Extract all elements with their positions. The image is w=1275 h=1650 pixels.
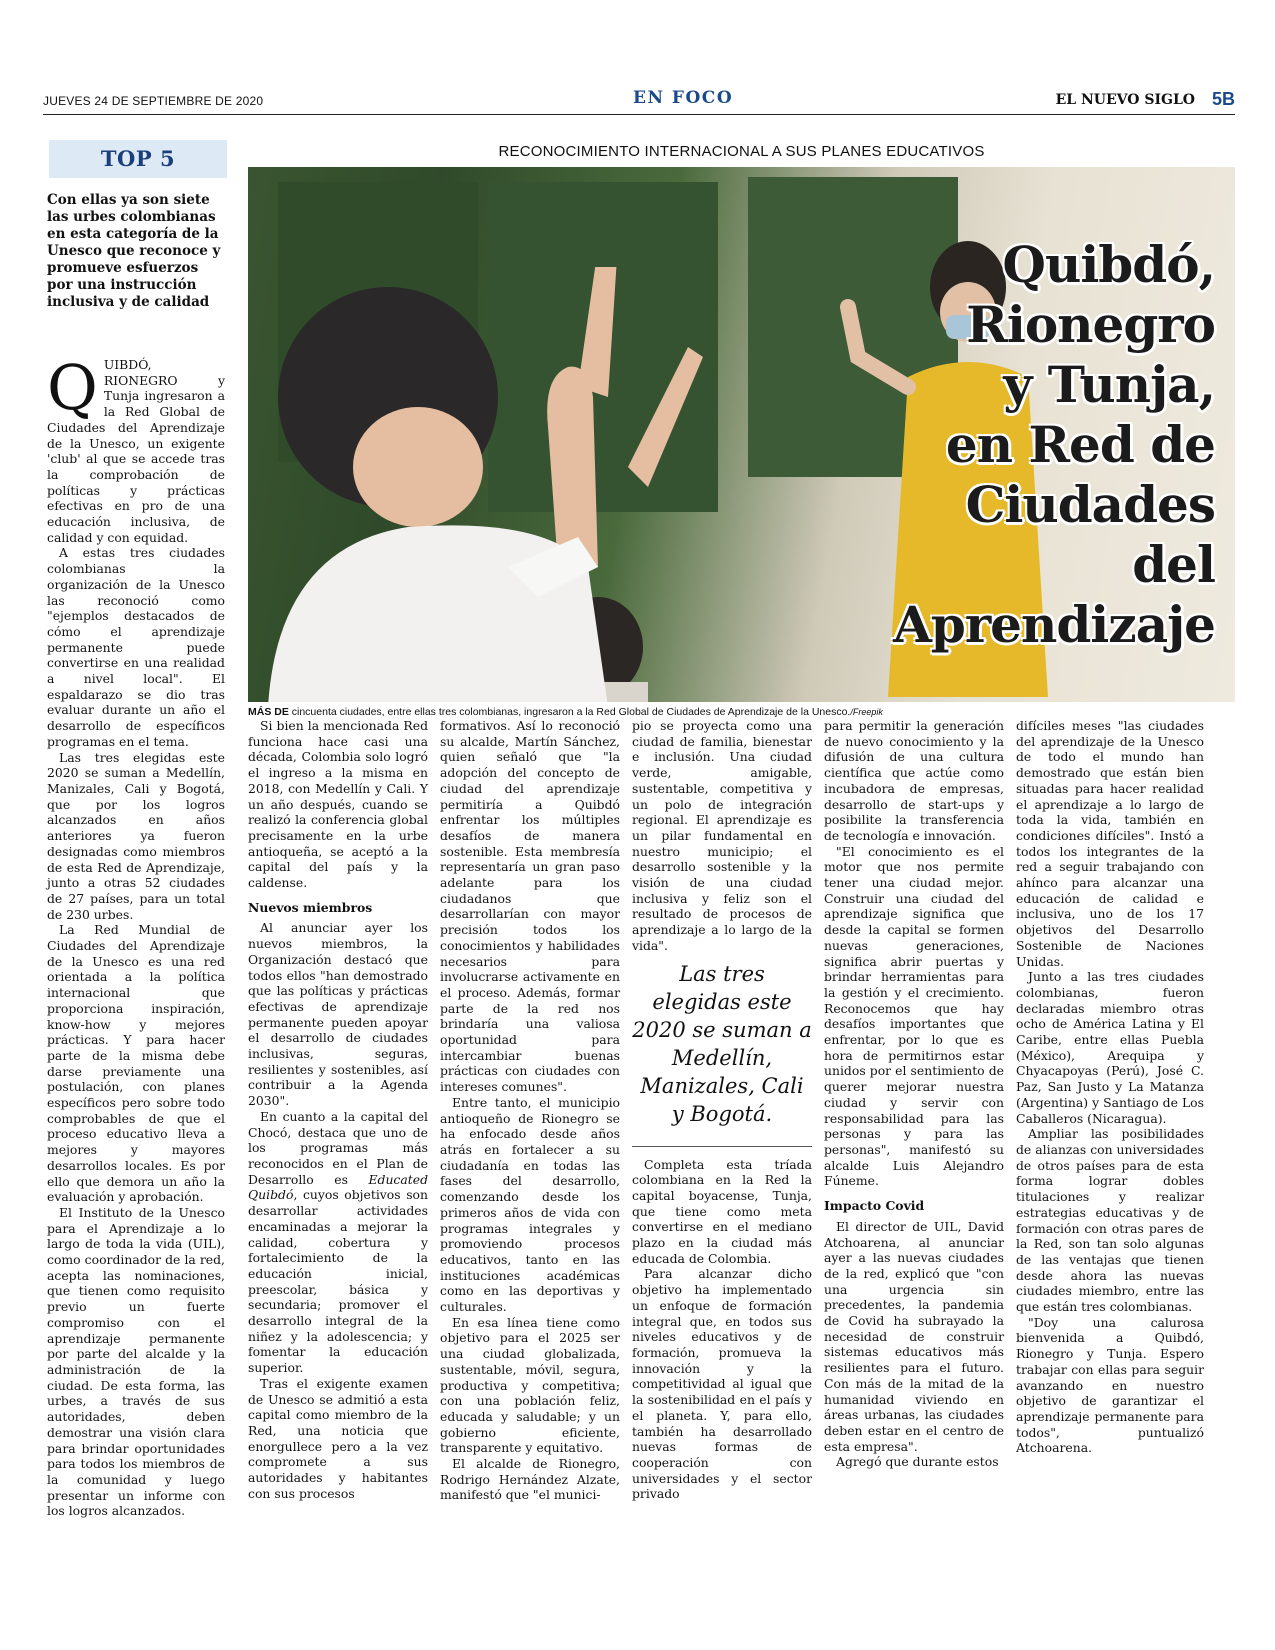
- subheading: Nuevos miembros: [248, 899, 373, 915]
- newspaper-name: EL NUEVO SIGLO: [1055, 92, 1195, 108]
- paragraph: Junto a las tres ciudades colombianas, fueron declaradas miembro otras ocho de América Latina y El Caribe, entre ellas Puebla (México), Arequipa y Chyacapoyas (Perú), José C. Paz, San Justo y La Matanza (Argentina) y Santiago de Los Caballeros (Nicaragua).: [1016, 969, 1204, 1126]
- article-column-5: [824, 718, 1004, 1470]
- paragraph: [248, 1109, 428, 1376]
- article-column-3: [440, 718, 620, 1503]
- paragraph: pio se proyecta como una ciudad de familia, bienestar e inclusión. Una ciudad verde, amigable, sustentable, competitiva y un polo de integración regional. El aprendizaje es un pilar fundamental en nuestro municipio; el desarrollo sostenible y la visión de una ciudad inclusiva y feliz son el resultado de procesos de aprendizaje a lo largo de la vida".: [632, 718, 812, 953]
- paragraph: Las tres elegidas este 2020 se suman a Medellín, Manizales, Cali y Bogotá, que por los logros alcanzados en años anteriores ya fueron designadas como miembros de esta Red de Aprendizaje, junto a otras 52 ciudades de 27 países, para un total de 230 urbes.: [47, 749, 225, 922]
- paragraph: Agregó que durante estos: [836, 1454, 999, 1470]
- pull-quote: Las tres elegidas este 2020 se suman a Medellín, Manizales, Cali y Bogotá.: [632, 961, 812, 1126]
- photo-caption: [248, 706, 1235, 718]
- paragraph: La Red Mundial de Ciudades del Aprendizaje de la Unesco es una red orientada a la política internacional que proporciona inspiración, know-how y mejores prácticas. Y para hacer parte de la misma debe darse previamente una postulación, con planes específicos pero sobre todo comprobables de que el proceso educativo lleva a mejores y mayores desarrollos locales. Es por ello que demora un año la evaluación y aprobación.: [47, 922, 225, 1205]
- paragraph: "El conocimiento es el motor que nos permite tener una ciudad mejor. Construir una ciudad del aprendizaje significa que desde la capital se formen nuevas generaciones, significa abrir puertas y brindar herramientas para la gestión y el crecimiento. Reconocemos que hay desafíos importantes que enfrentar, por lo que es hora de permitirnos estar unidos por el sentimiento de querer mejorar nuestra ciudad y servir con responsabilidad para las personas y para las personas", manifestó su alcalde Luis Alejandro Fúneme.: [824, 843, 1004, 1189]
- caption-text: cincuenta ciudades, entre ellas tres colombianas, ingresaron a la Red Global de Ciudades de Aprendizaje de la Unesco.: [288, 706, 851, 718]
- headline-line: y Tunja,: [1003, 355, 1215, 414]
- article-column-2: [248, 718, 428, 1501]
- paragraph: Completa esta tríada colombiana en la Red la capital boyacense, Tunja, que tiene como meta convertirse en el mediano plazo en la ciudad más educada de Colombia.: [632, 1156, 812, 1266]
- headline-line: Aprendizaje: [893, 595, 1215, 654]
- top5-badge: [47, 140, 227, 178]
- top5-label: TOP 5: [100, 146, 176, 171]
- paragraph: El Instituto de la Unesco para el Aprendizaje a lo largo de toda la vida (UIL), como coordinador de la red, acepta las nominaciones, que tienen como requisito previo un fuerte compromiso con el aprendizaje permanente por parte del alcalde y la administración de la ciudad. De esta forma, las urbes, a través de sus autoridades, deben demostrar una visión clara para brindar oportunidades para todos los miembros de la comunidad y luego presentar un informe con los logros alcanzados.: [47, 1204, 225, 1519]
- masthead: [43, 86, 1235, 115]
- article-supertitle: RECONOCIMIENTO INTERNACIONAL A SUS PLANES EDUCATIVOS: [498, 143, 985, 160]
- paragraph: Si bien la mencionada Red funciona hace casi una década, Colombia solo logró el ingreso a la misma en 2018, con Medellín y Cali. Y un año después, cuando se realizó la conferencia global precisamente en la urbe antioqueña, se aceptó a la capital del país y la caldense.: [248, 718, 428, 891]
- subheading: Impacto Covid: [824, 1198, 925, 1214]
- article-photo: [248, 167, 1235, 702]
- paragraph: para permitir la generación de nuevo conocimiento y la difusión de una cultura científica que actúe como incubadora de empresas, desarrollo de start-ups y posibilite la transferencia de tecnología e innovación.: [824, 718, 1004, 843]
- program-name: Educated Quibdó: [248, 1171, 428, 1203]
- headline-line: Rionegro: [966, 295, 1215, 354]
- paragraph-text: UIBDÓ, RIONEGRO y Tunja ingresaron a la Red Global de Ciudades del Aprendizaje de la Unesco, un exigente 'club' al que se accede tras la comprobación de políticas y prácticas efectivas en pro de una educación inclusiva, de calidad y con equidad.: [47, 357, 225, 545]
- divider: [632, 1146, 812, 1147]
- section-name: EN FOCO: [633, 88, 734, 108]
- paragraph: El alcalde de Rionegro, Rodrigo Hernández Alzate, manifestó que "el munici-: [440, 1456, 620, 1503]
- photo-credit: /Freepik: [850, 707, 883, 717]
- headline-box: [875, 235, 1215, 655]
- headline-line: en Red de: [945, 415, 1215, 474]
- headline-line: Ciudades del: [965, 475, 1215, 594]
- paragraph: A estas tres ciudades colombianas la organización de la Unesco las reconoció como "ejemplos destacados de cómo el aprendizaje permanente puede convertirse en una realidad a nivel local". El espaldarazo se dio tras evaluar durante un año el desarrollo de específicos programas en el tema.: [47, 545, 225, 749]
- paragraph: En esa línea tiene como objetivo para el 2025 ser una ciudad globalizada, sustentable, móvil, segura, productiva y competitiva; con una población feliz, educada y saludable; y un gobierno eficiente, transparente y equitativo.: [440, 1314, 620, 1456]
- paragraph: Tras el exigente examen de Unesco se admitió a esta capital como miembro de la Red, una noticia que enorgullece pero a la vez compromete a sus autoridades y habitantes con sus procesos: [248, 1375, 428, 1501]
- lead-paragraph: [47, 351, 225, 545]
- caption-lead: MÁS DE: [248, 706, 289, 718]
- paragraph-text: , cuyos objetivos son desarrollar actividades encaminadas a mejorar la calidad, cobertura y fortalecimiento de la educación inicial, preescolar, básica y secundaria; promover el desarrollo integral de la niñez y la adolescencia; y fomentar la educación superior.: [248, 1187, 428, 1376]
- article-column-6: [1016, 718, 1204, 1456]
- paragraph: Ampliar las posibilidades de alianzas con universidades de otros países para de esta forma lograr dobles titulaciones y realizar estrategias educativas y de formación con otras pares de la Red, son tan solo algunas de las ventajas que tienen desde ahora las nuevas ciudades miembro, entre las que están tres colombianas.: [1016, 1126, 1204, 1315]
- paragraph: "Doy una calurosa bienvenida a Quibdó, Rionegro y Tunja. Espero trabajar con ellas para seguir avanzando en nuestro objetivo de garantizar el aprendizaje permanente para todos", puntualizó Atchoarena.: [1016, 1314, 1204, 1456]
- publication-date: JUEVES 24 DE SEPTIEMBRE DE 2020: [43, 94, 264, 108]
- paragraph: Al anunciar ayer los nuevos miembros, la Organización destacó que todos ellos "han demostrado que las políticas y prácticas efectivas de aprendizaje permanente pueden apoyar el desarrollo de ciudades inclusivas, seguras, resilientes y sostenibles, así contribuir a la Agenda 2030".: [248, 920, 428, 1109]
- paragraph-text: En cuanto a la capital del Chocó, destaca que uno de los programas más reconocidos en el Plan de Desarrollo es: [248, 1108, 428, 1187]
- paragraph: El director de UIL, David Atchoarena, al anunciar ayer a las nuevas ciudades de la red, explicó que "con una urgencia sin precedentes, la pandemia de Covid ha subrayado la necesidad de construir sistemas educativos más resilientes para el futuro. Con más de la mitad de la humanidad viviendo en áreas urbanas, las ciudades deben estar en el centro de esta empresa".: [824, 1218, 1004, 1454]
- article-column-4: [632, 718, 812, 1502]
- paragraph: Entre tanto, el municipio antioqueño de Rionegro se ha enfocado desde años atrás en fortalecer a su ciudadanía en todas las fases del desarrollo, comenzando desde los primeros años de vida con programas integrales y promoviendo procesos educativos, tanto en las instituciones académicas como en las deportivas y culturales.: [440, 1094, 620, 1315]
- paragraph: Para alcanzar dicho objetivo ha implementado un enfoque de formación integral que, en todos sus niveles educativos y de formación, promueva la innovación y la competitividad al igual que la sostenibilidad en el país y el planeta. Y, para ello, también ha desarrollado nuevas formas de cooperación con universidades y el sector privado: [632, 1266, 812, 1502]
- student-boy: [248, 267, 708, 702]
- paragraph: formativos. Así lo reconoció su alcalde, Martín Sánchez, quien señaló que "la adopción del concepto de ciudad del aprendizaje permitiría a Quibdó enfrentar los múltiples desafíos de manera sostenible. Esta membresía representaría un gran paso adelante para los ciudadanos que desarrollarían con mayor precisión todos los conocimientos y habilidades necesarios para involucrarse activamente en el proceso. Además, formar parte de la red nos brindaría una valiosa oportunidad para intercambiar buenas prácticas con ciudades con intereses comunes".: [440, 718, 620, 1095]
- article-deck: Con ellas ya son siete las urbes colombianas en esta categoría de la Unesco que reconoce y promueve esfuerzos por una instrucción inclusiva y de calidad: [47, 192, 221, 310]
- drop-cap: Q: [47, 351, 98, 424]
- paragraph: difíciles meses "las ciudades del aprendizaje de la Unesco de todo el mundo han demostrado que están bien situadas para hacer realidad el aprendizaje a lo largo de toda la vida, también en condiciones difíciles". Instó a todos los integrantes de la red a seguir trabajando con ahínco para alcanzar una educación de calidad e inclusiva, uno de los 17 objetivos del Desarrollo Sostenible de Naciones Unidas.: [1016, 718, 1204, 969]
- article-column-1: [47, 351, 225, 1519]
- headline: [875, 235, 1215, 655]
- headline-line: Quibdó,: [1002, 235, 1215, 294]
- page-number: 5B: [1211, 89, 1235, 109]
